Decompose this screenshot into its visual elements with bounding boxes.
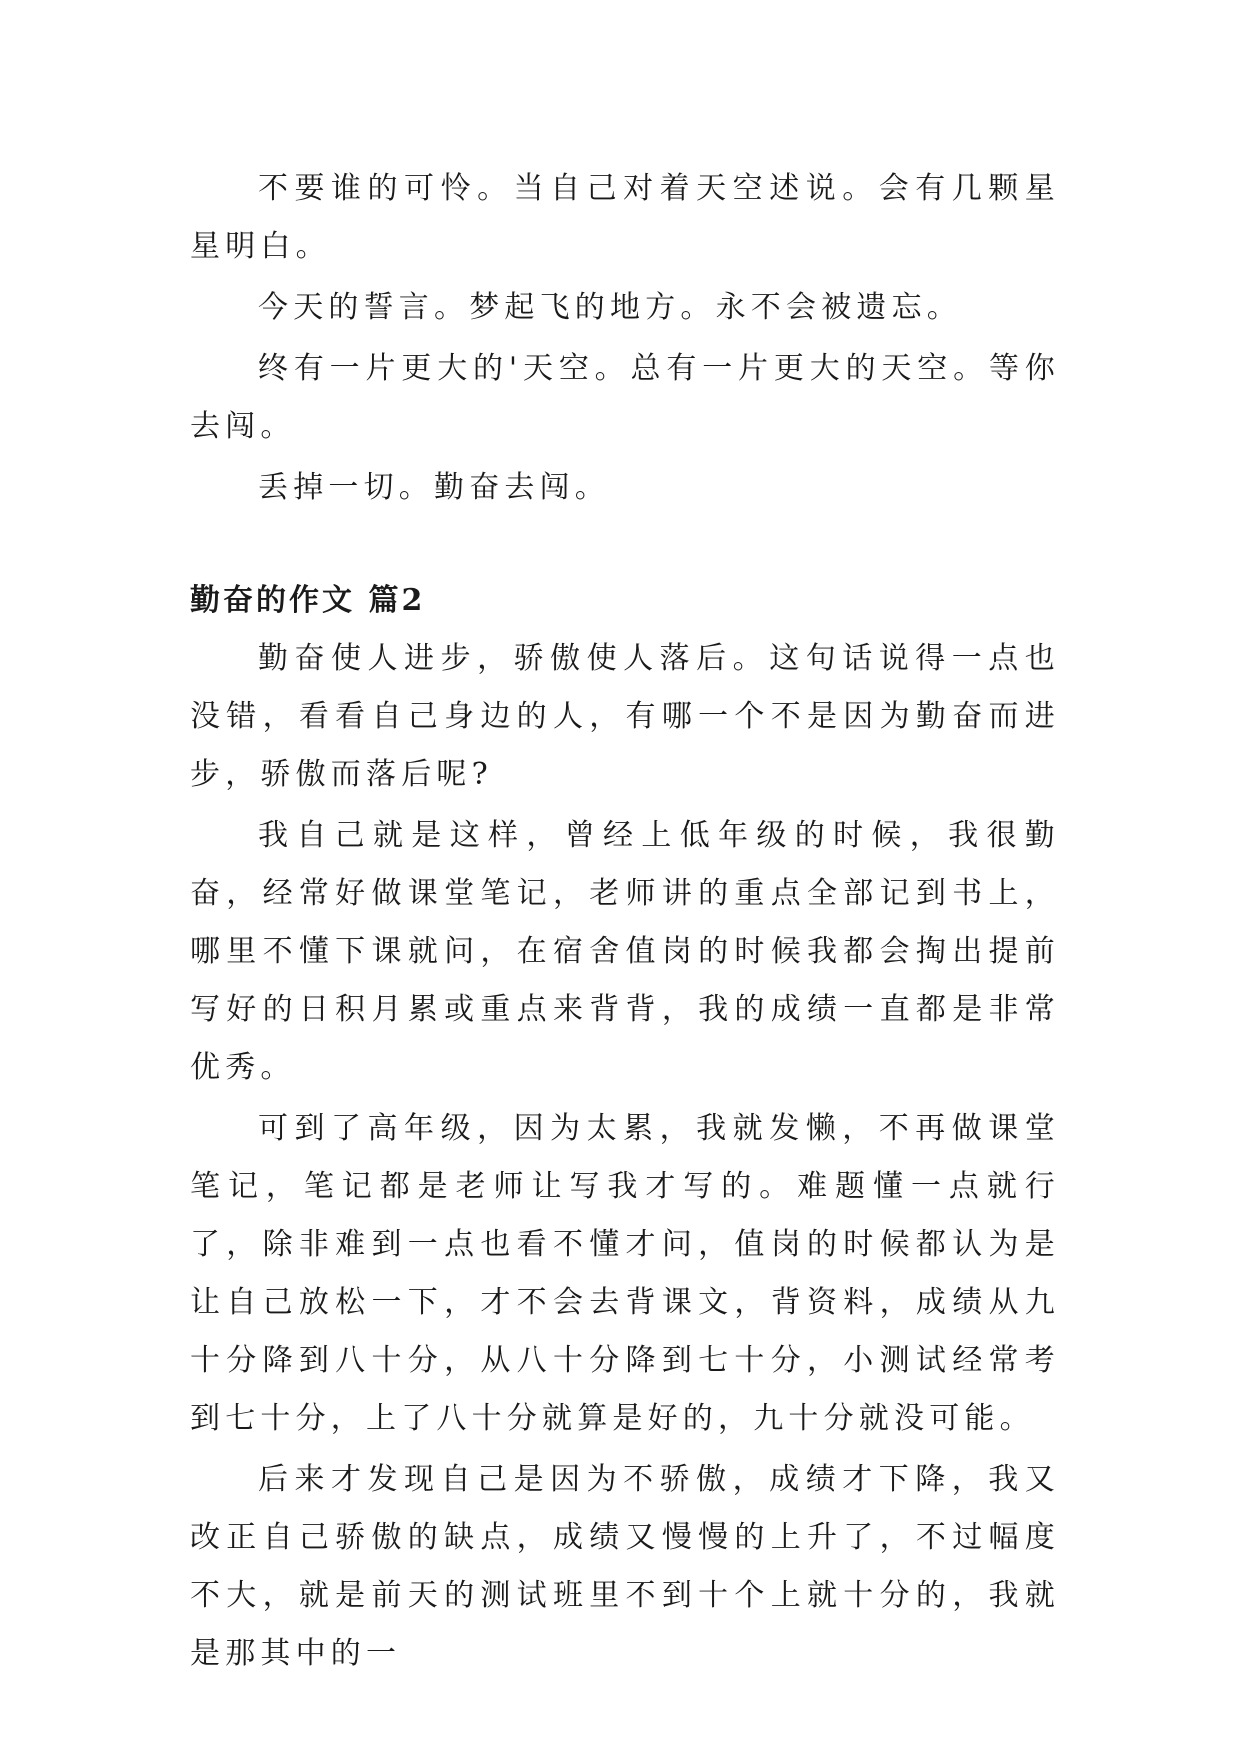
section-spacer <box>190 520 1060 572</box>
paragraph: 后来才发现自己是因为不骄傲，成绩才下降，我又改正自己骄傲的缺点，成绩又慢慢的上升了，不过幅度不大，就是前天的测试班里不到十个上就十分的，我就是那其中的一 <box>190 1462 1060 1671</box>
paragraph: 不要谁的可怜。当自己对着天空述说。会有几颗星星明白。 <box>190 171 1060 264</box>
paragraph: 今天的誓言。梦起飞的地方。永不会被遗忘。 <box>258 290 962 325</box>
section-title: 勤奋的作文 篇2 <box>190 583 426 618</box>
paragraph: 可到了高年级，因为太累，我就发懒，不再做课堂笔记，笔记都是老师让写我才写的。难题懂一点就行了，除非难到一点也看不懂才问，值岗的时候都认为是让自己放松一下，才不会去背课文，背资料，成绩从九十分降到八十分，从八十分降到七十分，小测试经常考到七十分，上了八十分就算是好的，九十分就没可能。 <box>190 1111 1060 1436</box>
paragraph: 我自己就是这样，曾经上低年级的时候，我很勤奋，经常好做课堂笔记，老师讲的重点全部记到书上，哪里不懂下课就问，在宿舍值岗的时候我都会掏出提前写好的日积月累或重点来背背，我的成绩一直都是非常优秀。 <box>190 818 1060 1085</box>
paragraph: 丢掉一切。勤奋去闯。 <box>258 470 610 505</box>
paragraph: 勤奋使人进步，骄傲使人落后。这句话说得一点也没错，看看自己身边的人，有哪一个不是因为勤奋而进步，骄傲而落后呢? <box>190 641 1060 792</box>
paragraph: 终有一片更大的'天空。总有一片更大的天空。等你去闯。 <box>190 351 1060 444</box>
document-page <box>190 160 1060 1686</box>
